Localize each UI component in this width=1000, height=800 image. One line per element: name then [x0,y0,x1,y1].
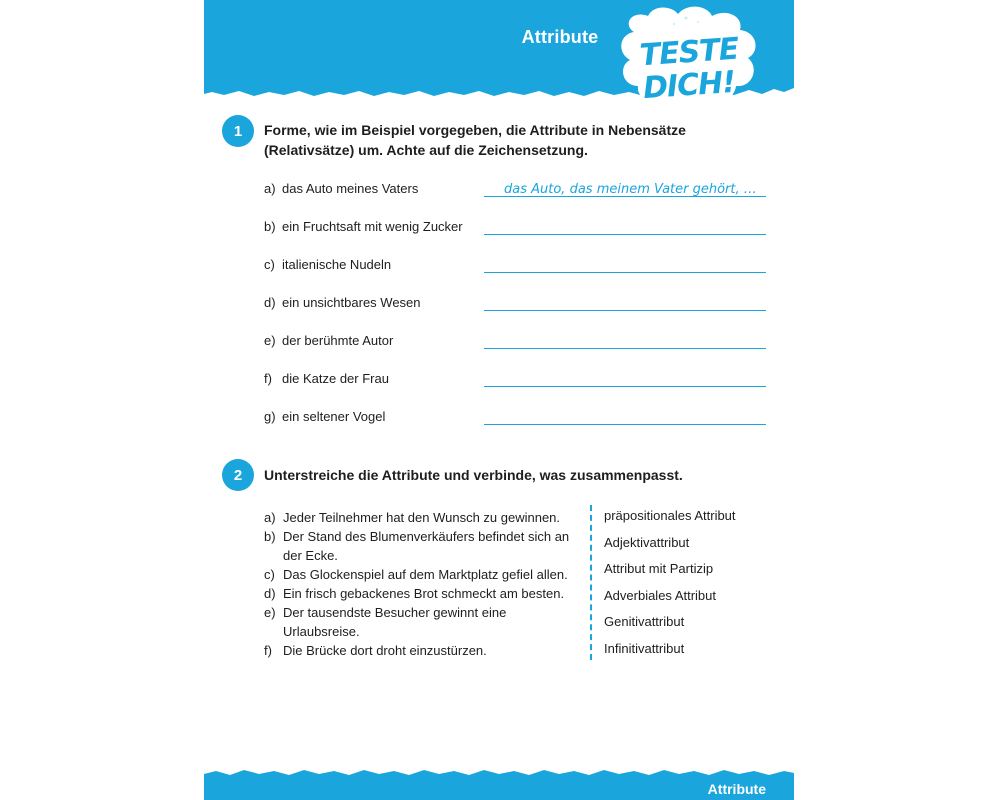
sentence-letter: a) [264,510,276,525]
answer-line-b[interactable] [484,234,766,235]
attribute-item[interactable]: präpositionales Attribut [604,508,736,523]
sentence-text: Der tausendste Besucher gewinnt eine Urlaubsreise. [283,605,507,639]
attribute-item[interactable]: Genitivattribut [604,614,685,630]
sentence-letter: c) [264,567,275,582]
sentence-item[interactable] [264,584,584,603]
attribute-item[interactable]: Infinitivattribut [604,640,685,656]
exercise-letter: b) [264,219,276,234]
answer-line-f[interactable] [484,386,766,387]
sentence-list [264,508,584,660]
exercise-text: das Auto meines Vaters [282,181,419,196]
sentence-letter: b) [264,529,276,544]
exercise-text: ein unsichtbares Wesen [282,295,421,310]
attribute-list [604,506,736,666]
sentence-item[interactable] [264,603,584,641]
sentence-text: Das Glockenspiel auf dem Marktplatz gefiel allen. [283,567,568,582]
task-2-instruction: Unterstreiche die Attribute und verbinde, was zusammenpasst. [264,467,683,483]
exercise-letter: c) [264,257,275,272]
answer-line-e[interactable] [484,348,766,349]
sentence-item[interactable] [264,527,584,565]
footer-banner [204,768,794,800]
teste-dich-badge [614,2,764,110]
answer-line-c[interactable] [484,272,766,273]
attribute-item[interactable]: Adverbiales Attribut [604,587,717,603]
attribute-item[interactable]: Adjektivattribut [604,534,690,550]
worksheet-page [204,0,794,800]
exercise-text: ein seltener Vogel [282,409,386,424]
exercise-text: der berühmte Autor [282,333,394,348]
exercise-letter: a) [264,181,276,196]
task-1-instruction: Forme, wie im Beispiel vorgegeben, die Attribute in Nebensätze (Relativsätze) um. Achte auf die Zeichensetzung. [264,122,686,158]
exercise-text: die Katze der Frau [282,371,389,386]
sentence-letter: e) [264,605,276,620]
exercise-text: italienische Nudeln [282,257,392,272]
answer-line-g[interactable] [484,424,766,425]
exercise-letter: g) [264,409,276,424]
task-2-number: 2 [224,461,252,489]
sentence-letter: f) [264,643,272,658]
sentence-item[interactable] [264,508,584,527]
sentence-text: Die Brücke dort droht einzustürzen. [283,643,487,658]
answer-line-d[interactable] [484,310,766,311]
example-answer: das Auto, das meinem Vater gehört, … [504,182,757,197]
attribute-item[interactable]: Attribut mit Partizip [604,561,714,577]
sentence-text: Jeder Teilnehmer hat den Wunsch zu gewinnen. [283,510,561,525]
sentence-item[interactable] [264,641,584,660]
sentence-text: Der Stand des Blumenverkäufers befindet sich an der Ecke. [283,529,570,563]
badge-line-2: DICH! [641,64,737,107]
exercise-letter: e) [264,333,276,348]
answer-line-a[interactable] [484,196,766,197]
header-banner [204,0,794,107]
sentence-item[interactable] [264,565,584,584]
exercise-text: ein Fruchtsaft mit wenig Zucker [282,219,463,234]
task-1-number: 1 [224,117,252,145]
badge-line-1: TESTE [638,31,740,74]
dashed-divider [590,505,592,660]
exercise-letter: f) [264,371,272,386]
footer-background [204,768,794,800]
exercise-letter: d) [264,295,276,310]
sentence-letter: d) [264,586,276,601]
header-title: Attribute [521,27,599,47]
sentence-text: Ein frisch gebackenes Brot schmeckt am besten. [283,586,565,601]
footer-title: Attribute [707,781,766,797]
